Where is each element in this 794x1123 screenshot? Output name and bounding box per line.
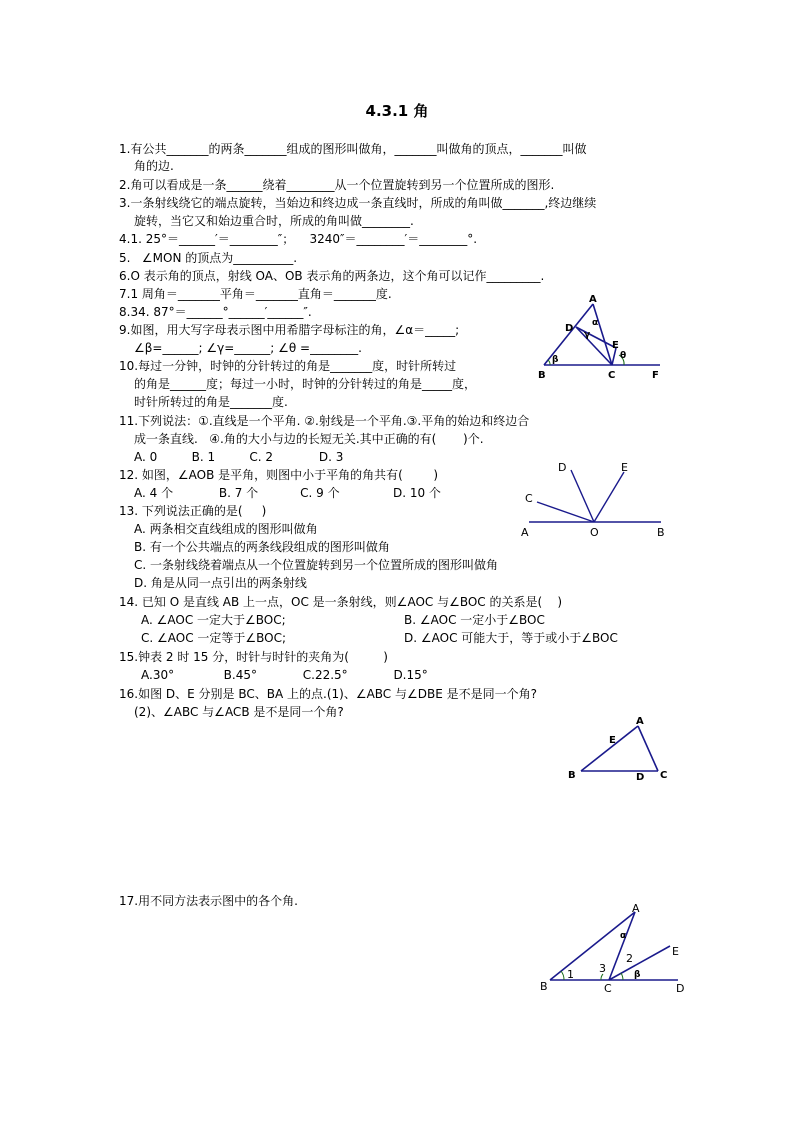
fig17-label-1: 1 [567, 968, 574, 981]
fig17-label-alpha: α [620, 931, 627, 941]
fig12-label-o: O [590, 526, 599, 539]
question-9-line-2: ∠β=______; ∠γ=______; ∠θ =________. [134, 341, 362, 355]
question-11-line-2: 成一条直线. ④.角的大小与边的长短无关.其中正确的有( )个. [134, 432, 484, 446]
fig9-label-d: D [565, 323, 574, 334]
question-9-line-1: 9.如图，用大写字母表示图中用希腊字母标注的角，∠α＝_____; [119, 323, 460, 337]
fig17-label-beta: β [634, 970, 641, 980]
fig12-line-od [571, 470, 594, 522]
question-5: 5. ∠MON 的顶点为__________. [119, 251, 298, 265]
fig16-label-b: B [568, 770, 576, 781]
question-15-options: A.30° B.45° C.22.5° D.15° [141, 668, 428, 682]
question-2: 2.角可以看成是一条______绕着________从一个位置旋转到另一个位置所成的图形. [119, 178, 555, 192]
question-4: 4.1. 25°＝______′＝________″； 3240″＝________′＝________°. [119, 232, 478, 246]
question-7: 7.1 周角＝_______平角＝_______直角＝_______度. [119, 287, 392, 301]
fig9-label-e: E [612, 340, 619, 351]
fig16-label-c: C [660, 770, 668, 781]
fig17-label-c: C [604, 982, 612, 995]
question-10-line-2: 的角是______度；每过一小时，时钟的分针转过的角是_____度， [134, 377, 477, 391]
fig9-label-theta: θ [620, 351, 627, 361]
fig17-arc-beta [621, 973, 623, 980]
fig16-label-a: A [636, 716, 644, 727]
question-8: 8.34. 87°＝______°______′______″. [119, 305, 312, 319]
fig12-label-d: D [558, 461, 567, 474]
fig16-line-ba [581, 726, 638, 771]
question-13-option-c: C. 一条射线绕着端点从一个位置旋转到另一个位置所成的图形叫做角 [134, 558, 499, 572]
question-11-line-1: 11.下列说法：①.直线是一个平角. ②.射线是一个平角.③.平角的始边和终边合 [119, 414, 530, 428]
fig12-label-b: B [657, 526, 665, 539]
question-11-options: A. 0 B. 1 C. 2 D. 3 [134, 450, 344, 464]
figure-q17-angles [530, 900, 690, 996]
figure-q12-angles [515, 456, 675, 540]
fig17-arc-1 [561, 971, 564, 980]
question-14: 14. 已知 O 是直线 AB 上一点，OC 是一条射线，则∠AOC 与∠BOC 的关系是( ) [119, 595, 563, 609]
question-6: 6.O 表示角的顶点，射线 OA、OB 表示角的两条边，这个角可以记作_________. [119, 269, 545, 283]
fig17-label-a: A [632, 902, 640, 915]
question-12: 12. 如图，∠AOB 是平角，则图中小于平角的角共有( ) [119, 468, 439, 482]
fig16-label-d: D [636, 772, 645, 782]
question-13-option-b: B. 有一个公共端点的两条线段组成的图形叫做角 [134, 540, 390, 554]
fig17-label-e: E [672, 945, 679, 958]
fig9-label-a: A [589, 294, 597, 305]
fig17-label-3: 3 [599, 962, 606, 975]
question-1-line-2: 角的边. [134, 159, 174, 173]
fig16-line-ac [638, 726, 658, 771]
question-14-option-c: C. ∠AOC 一定等于∠BOC; [141, 631, 287, 645]
question-13: 13. 下列说法正确的是( ) [119, 504, 267, 518]
fig16-label-e: E [609, 735, 616, 746]
question-3-line-1: 3.一条射线绕它的端点旋转，当始边和终边成一条直线时，所成的角叫做_______,终边继续 [119, 196, 597, 210]
fig12-label-c: C [525, 492, 533, 505]
fig12-line-oe [594, 472, 624, 522]
fig9-label-beta: β [552, 355, 559, 365]
fig17-label-2: 2 [626, 952, 633, 965]
figure-q9-triangle [534, 290, 670, 382]
question-14-option-d: D. ∠AOC 可能大于，等于或小于∠BOC [404, 631, 618, 645]
fig9-line-de [576, 327, 616, 348]
fig9-label-f: F [652, 370, 659, 381]
fig9-label-gamma: γ [584, 330, 591, 340]
question-10-line-1: 10.每过一分钟，时钟的分针转过的角是_______度，时针所转过 [119, 359, 457, 373]
fig17-label-b: B [540, 980, 548, 993]
fig17-label-d: D [676, 982, 685, 995]
question-14-option-b: B. ∠AOC 一定小于∠BOC [404, 613, 545, 627]
fig9-label-b: B [538, 370, 546, 381]
question-16-line-1: 16.如图 D、E 分别是 BC、BA 上的点.(1)、∠ABC 与∠DBE 是不是同一个角? [119, 687, 537, 701]
fig12-line-oc [537, 502, 594, 522]
question-3-line-2: 旋转，当它又和始边重合时，所成的角叫做________. [134, 214, 414, 228]
page-title: 4.3.1 角 [365, 102, 429, 120]
question-14-option-a: A. ∠AOC 一定大于∠BOC; [141, 613, 286, 627]
question-17: 17.用不同方法表示图中的各个角. [119, 894, 298, 908]
question-13-option-a: A. 两条相交直线组成的图形叫做角 [134, 522, 318, 536]
figure-q16-triangle [560, 712, 680, 782]
question-15: 15.钟表 2 时 15 分，时针与时针的夹角为( ) [119, 650, 388, 664]
question-12-options: A. 4 个 B. 7 个 C. 9 个 D. 10 个 [134, 486, 441, 500]
fig12-label-e: E [621, 461, 628, 474]
fig9-label-alpha: α [592, 318, 599, 328]
question-13-option-d: D. 角是从同一点引出的两条射线 [134, 576, 307, 590]
question-16-line-2: (2)、∠ABC 与∠ACB 是不是同一个角? [134, 705, 344, 719]
fig9-label-c: C [608, 370, 616, 381]
question-10-line-3: 时针所转过的角是_______度. [134, 395, 288, 409]
fig12-label-a: A [521, 526, 529, 539]
question-1-line-1: 1.有公共_______的两条_______组成的图形叫做角，_______叫做角的顶点，_______叫做 [119, 142, 587, 156]
